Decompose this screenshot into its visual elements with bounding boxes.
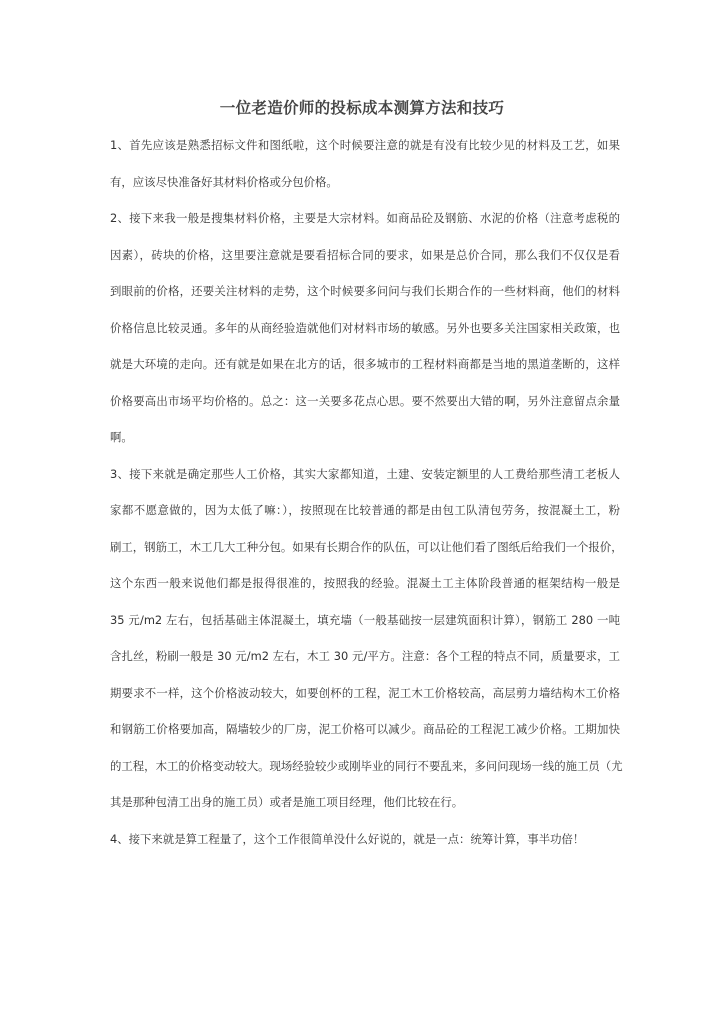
text-line: 1、首先应该是熟悉招标文件和图纸啦，这个时候要注意的就是有没有比较少见的材料及工艺，如果 [110,138,620,152]
text-line: 这个东西一般来说他们都是报得很准的，按照我的经验。混凝土工主体阶段普通的框架结构一般是 [110,576,620,590]
text-line: 价格信息比较灵通。多年的从商经验造就他们对材料市场的敏感。另外也要多关注国家相关政策，也 [110,320,620,335]
text-line: 因素），砖块的价格，这里要注意就是要看招标合同的要求，如果是总价合同，那么我们不仅仅是看 [110,247,620,262]
text-line: 和钢筋工价格要加高，隔墙较少的厂房，泥工价格可以减少。商品砼的工程泥工减少价格。工期加快 [110,722,620,736]
text-line: 啊。 [110,430,133,444]
document-body [110,132,623,862]
text-line: 3、接下来就是确定那些人工价格，其实大家都知道，土建、安装定额里的人工费给那些清工老板人 [110,466,620,481]
text-line: 的工程，木工的价格变动较大。现场经验较少或刚毕业的同行不要乱来，多问问现场一线的施工员（尤 [110,758,623,773]
text-line: 2、接下来我一般是搜集材料价格，主要是大宗材料。如商品砼及钢筋、水泥的价格（注意考虑税的 [110,211,620,225]
text-line: 刷工，钢筋工，木工几大工种分包。如果有长期合作的队伍，可以让他们看了图纸后给我们一个报价， [110,539,623,554]
text-line: 就是大环境的走向。还有就是如果在北方的话，很多城市的工程材料商都是当地的黑道垄断的，这样 [110,357,620,371]
text-line: 有，应该尽快准备好其材料价格或分包价格。 [110,174,338,189]
text-line: 35 元/m2 左右，包括基础主体混凝土，填充墙（一般基础按一层建筑面积计算），钢筋工 280 一吨 [110,612,620,627]
text-line: 家都不愿意做的，因为太低了嘛：），按照现在比较普通的都是由包工队清包劳务，按混凝土工，粉 [110,503,620,517]
text-line: 到眼前的价格，还要关注材料的走势，这个时候要多问问与我们长期合作的一些材料商，他们的材料 [110,284,620,298]
text-line: 价格要高出市场平均价格的。总之：这一关要多花点心思。要不然要出大错的啊，另外注意留点余量 [110,393,620,408]
text-line: 4、接下来就是算工程量了，这个工作很简单没什么好说的，就是一点：统筹计算，事半功倍！ [110,831,585,846]
text-line: 含扎丝，粉刷一般是 30 元/m2 左右，木工 30 元/平方。注意：各个工程的特点不同，质量要求，工 [110,649,620,663]
text-line: 期要求不一样，这个价格波动较大，如要创杯的工程，泥工木工价格较高，高层剪力墙结构木工价格 [110,685,620,700]
document-title: 一位老造价师的投标成本测算方法和技巧 [219,99,505,117]
text-line: 其是那种包清工出身的施工员）或者是施工项目经理，他们比较在行。 [110,795,464,809]
